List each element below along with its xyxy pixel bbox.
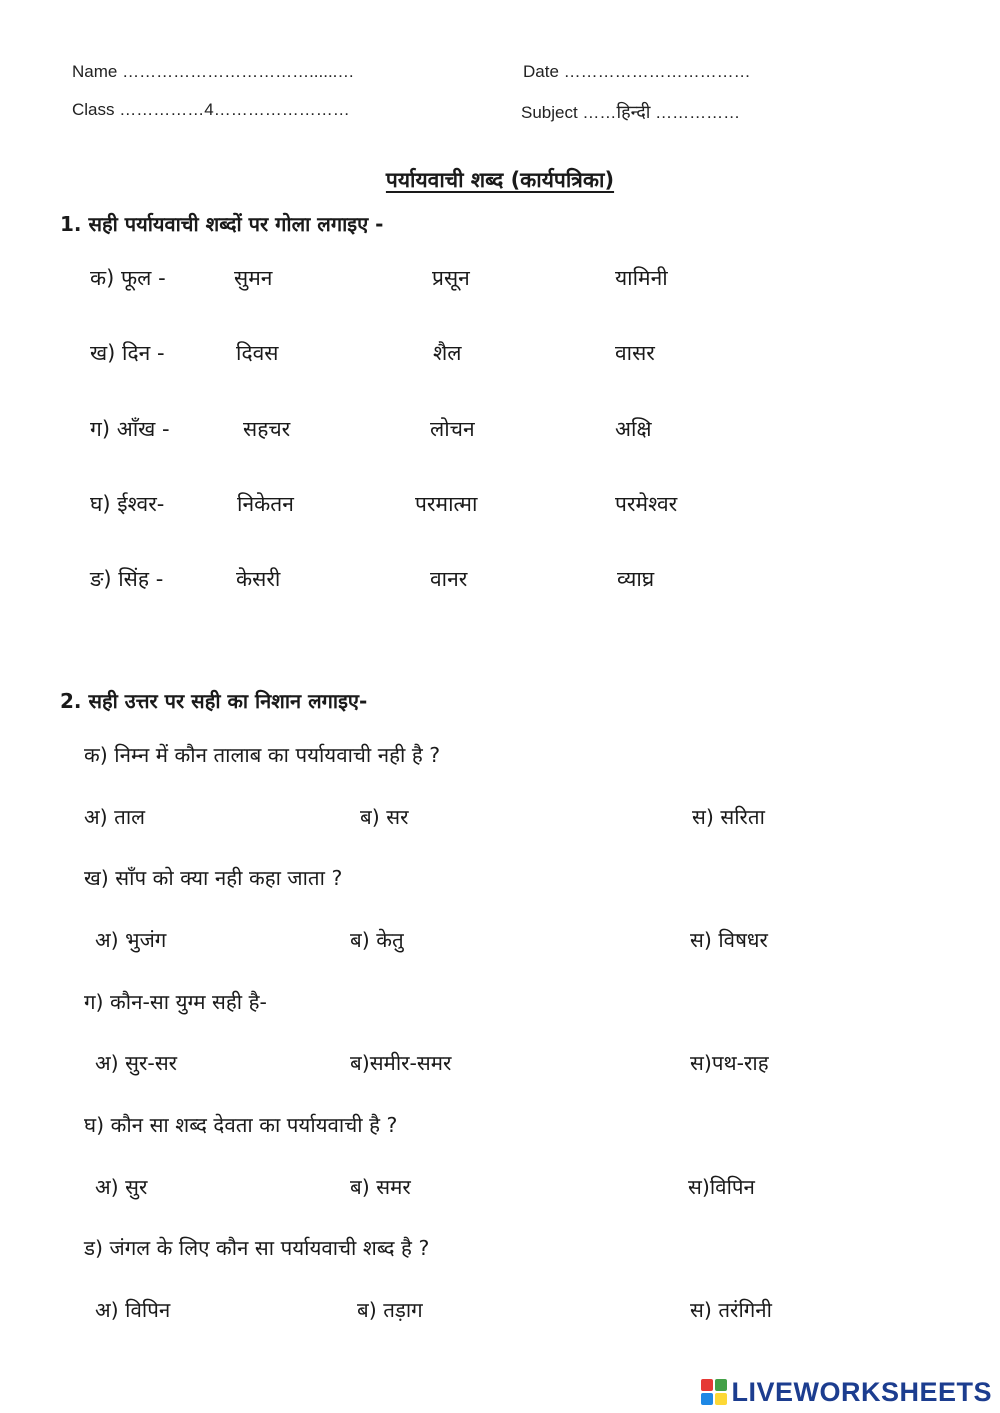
answer-option[interactable]: ब) केतु [350,928,404,952]
option-word[interactable]: वानर [430,567,468,591]
name-label: Name ……………………………......… [72,62,355,81]
answer-option[interactable]: अ) भुजंग [95,928,167,952]
option-word[interactable]: केसरी [236,567,281,591]
answer-option[interactable]: अ) ताल [84,805,146,829]
option-word[interactable]: लोचन [430,417,475,441]
date-field[interactable] [523,62,751,82]
answer-option[interactable]: अ) सुर-सर [95,1051,178,1075]
row-label: घ) ईश्वर- [90,492,165,516]
class-field[interactable] [72,100,350,120]
row-label: ग) आँख - [90,417,170,441]
subject-field[interactable] [521,100,740,124]
section2-heading: 2. सही उत्तर पर सही का निशान लगाइए- [60,689,368,713]
row-label: ङ) सिंह - [90,567,164,591]
option-word[interactable]: निकेतन [237,492,294,516]
question-text: घ) कौन सा शब्द देवता का पर्यायवाची है ? [84,1113,398,1137]
answer-option[interactable]: स) तरंगिनी [690,1298,772,1322]
class-suffix: …………………… [213,100,350,119]
answer-option[interactable]: स)विपिन [688,1175,755,1199]
logo-square [715,1393,727,1405]
logo-square [701,1393,713,1405]
logo-grid-icon [701,1379,727,1405]
answer-option[interactable]: ब) सर [360,805,409,829]
logo-square [715,1379,727,1391]
answer-option[interactable]: ब) समर [350,1175,411,1199]
option-word[interactable]: सुमन [234,266,273,290]
answer-option[interactable]: स) विषधर [690,928,768,952]
answer-option[interactable]: अ) सुर [95,1175,148,1199]
row-label: ख) दिन - [90,341,165,365]
option-word[interactable]: यामिनी [615,266,668,290]
option-word[interactable]: अक्षि [615,417,652,441]
option-word[interactable]: व्याघ्र [617,567,655,591]
option-word[interactable]: परमेश्वर [615,492,678,516]
row-label: क) फूल - [90,266,166,290]
option-word[interactable]: शैल [433,341,462,365]
answer-option[interactable]: अ) विपिन [95,1298,171,1322]
logo-square [701,1379,713,1391]
subject-prefix: Subject …… [521,103,617,122]
logo-text: LIVEWORKSHEETS [731,1376,992,1407]
subject-suffix: …………… [650,103,741,122]
option-word[interactable]: परमात्मा [415,492,478,516]
name-field[interactable] [72,62,354,82]
option-word[interactable]: दिवस [236,341,279,365]
liveworksheets-logo[interactable] [701,1377,992,1407]
option-word[interactable]: सहचर [243,417,291,441]
class-value: 4 [204,100,214,119]
page-title: पर्यायवाची शब्द (कार्यपत्रिका) [385,168,615,192]
answer-option[interactable]: ब) तड़ाग [357,1298,423,1322]
answer-option[interactable]: स)पथ-राह [690,1051,769,1075]
option-word[interactable]: वासर [615,341,655,365]
question-text: ग) कौन-सा युग्म सही है- [84,990,267,1014]
class-prefix: Class …………… [72,100,205,119]
option-word[interactable]: प्रसून [432,266,470,290]
answer-option[interactable]: ब)समीर-समर [350,1051,452,1075]
answer-option[interactable]: स) सरिता [692,805,765,829]
question-text: क) निम्न में कौन तालाब का पर्यायवाची नही है ? [84,743,441,767]
section1-heading: 1. सही पर्यायवाची शब्दों पर गोला लगाइए - [60,212,384,236]
date-label: Date …………………………… [523,62,751,81]
question-text: ख) साँप को क्या नही कहा जाता ? [84,866,343,890]
question-text: ड) जंगल के लिए कौन सा पर्यायवाची शब्द है ? [84,1236,430,1260]
subject-value: हिन्दी [616,102,651,122]
